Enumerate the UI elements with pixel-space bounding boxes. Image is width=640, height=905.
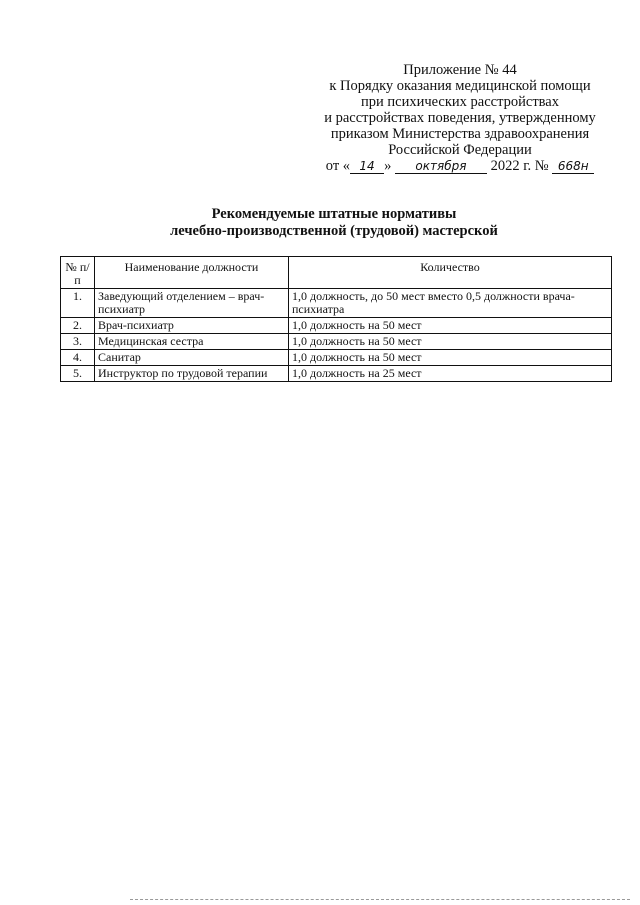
- appendix-number: Приложение № 44: [403, 62, 517, 78]
- appendix-header: [300, 62, 620, 174]
- table-row: [61, 366, 612, 382]
- header-position: Наименование должности: [95, 257, 289, 289]
- appendix-line: к Порядку оказания медицинской помощи: [329, 78, 591, 94]
- row-quantity: 1,0 должность, до 50 мест вместо 0,5 должности врача-психиатра: [289, 289, 612, 318]
- table-row: [61, 318, 612, 334]
- row-num: 1.: [61, 289, 95, 318]
- appendix-line: и расстройствах поведения, утвержденному: [324, 110, 596, 126]
- document-title: [0, 206, 640, 240]
- date-prefix: от «: [325, 158, 351, 174]
- row-quantity: 1,0 должность на 50 мест: [289, 318, 612, 334]
- row-position: Медицинская сестра: [95, 334, 289, 350]
- table-header-row: [61, 257, 612, 289]
- row-quantity: 1,0 должность на 25 мест: [289, 366, 612, 382]
- title-line-1: Рекомендуемые штатные нормативы: [211, 206, 457, 222]
- header-num: № п/п: [61, 257, 95, 289]
- appendix-line: при психических расстройствах: [360, 94, 559, 110]
- row-quantity: 1,0 должность на 50 мест: [289, 350, 612, 366]
- staffing-table: [60, 256, 612, 382]
- row-position: Врач-психиатр: [95, 318, 289, 334]
- handwritten-order-number: 668н: [552, 160, 594, 174]
- table-row: [61, 289, 612, 318]
- date-quote-close: »: [384, 158, 392, 174]
- header-quantity: Количество: [289, 257, 612, 289]
- row-num: 2.: [61, 318, 95, 334]
- handwritten-month: октября: [395, 160, 487, 174]
- row-num: 5.: [61, 366, 95, 382]
- row-position: Заведующий отделением – врач-психиатр: [95, 289, 289, 318]
- row-position: Санитар: [95, 350, 289, 366]
- title-line-2: лечебно-производственной (трудовой) мастерской: [170, 223, 498, 239]
- row-num: 3.: [61, 334, 95, 350]
- row-num: 4.: [61, 350, 95, 366]
- table-row: [61, 350, 612, 366]
- row-position: Инструктор по трудовой терапии: [95, 366, 289, 382]
- appendix-line: Российской Федерации: [388, 142, 532, 158]
- year-text: 2022 г. №: [490, 158, 549, 174]
- row-quantity: 1,0 должность на 50 мест: [289, 334, 612, 350]
- order-date-line: [300, 158, 620, 174]
- scan-edge-divider: [130, 899, 630, 900]
- appendix-line: приказом Министерства здравоохранения: [330, 126, 590, 142]
- table-row: [61, 334, 612, 350]
- handwritten-day: 14: [350, 160, 384, 174]
